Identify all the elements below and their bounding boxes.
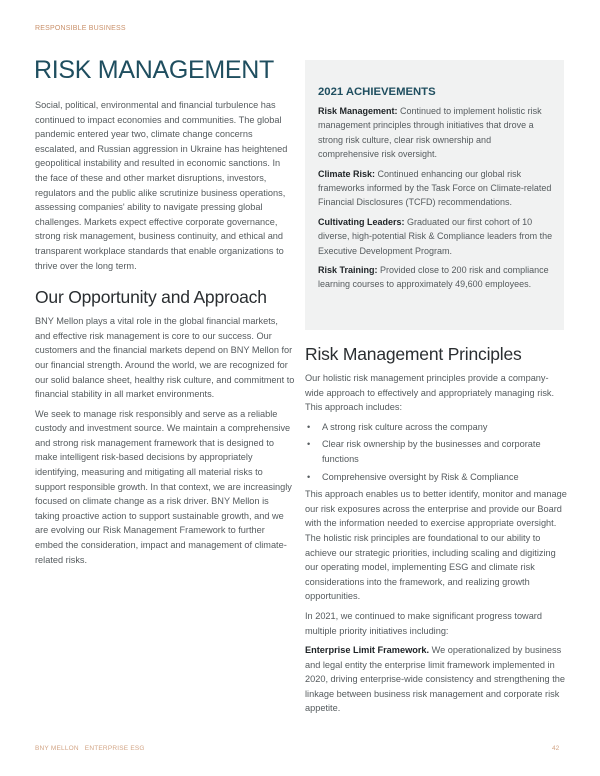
achievement-label: Climate Risk: (318, 168, 376, 179)
achievement-text: Provided close to 200 risk and compliance learning courses to approximately 49,600 employees. (318, 265, 549, 290)
principles-paragraph-2: This approach enables us to better identify, monitor and manage our risk exposures across the enterprise and provide our Board with the information needed to exercise appropriate oversight. The holistic risk principles are foundational to our ability to achieve our strategic priorities, including scaling and digitizing our operating model, implementing ESG and climate risk considerations into the framework, and realizing growth opportunities. (305, 489, 567, 602)
footer-brand (35, 745, 145, 752)
right-column (305, 60, 567, 721)
achievement-text: Graduated our first cohort of 10 diverse, high-potential Risk & Compliance leaders from the Executive Development Program. (318, 216, 553, 256)
initiative-label: Enterprise Limit Framework. (305, 645, 430, 656)
list-item: • A strong risk culture across the company (305, 420, 567, 435)
initiative-text: We operationalized by business and legal entity the enterprise limit framework implemented in 2020, driving enterprise-wide consistency and strengthening the linkage between business risk management and corporate risk appetite. (305, 645, 565, 714)
page-number: 42 (552, 745, 560, 752)
achievement-label: Risk Training: (318, 265, 378, 276)
page-title: RISK MANAGEMENT (34, 56, 274, 84)
list-item: • Comprehensive oversight by Risk & Compliance (305, 470, 567, 485)
achievement-item (318, 104, 554, 162)
principles-heading: Risk Management Principles (305, 344, 522, 364)
footer-company: BNY MELLON (35, 745, 79, 752)
achievement-item (318, 263, 554, 292)
achievement-text: Continued enhancing our global risk frameworks informed by the Task Force on Climate-related Financial Disclosures (TCFD) recommendations. (318, 168, 552, 208)
principles-paragraph-3: In 2021, we continued to make significant progress toward multiple priority initiatives including: (305, 610, 542, 636)
achievements-box (305, 60, 564, 330)
left-column (35, 98, 295, 572)
opportunity-paragraph-1: BNY Mellon plays a vital role in the global financial markets, and effective risk management is core to our success. Our customers and the financial markets depend on BNY Mellon for our financial strength. Around the world, we are recognized for our solid balance sheet, healthy risk culture, and commitment to financial stability in all market environments. (35, 316, 295, 400)
achievements-title: 2021 ACHIEVEMENTS (318, 86, 436, 98)
achievement-label: Cultivating Leaders: (318, 216, 405, 227)
list-item: • Clear risk ownership by the businesses and corporate functions (305, 437, 567, 466)
opportunity-heading: Our Opportunity and Approach (35, 287, 267, 308)
principles-list (305, 420, 567, 484)
initiative-paragraph (305, 643, 567, 716)
section-eyebrow: RESPONSIBLE BUSINESS (35, 25, 126, 32)
opportunity-paragraph-2: We seek to manage risk responsibly and serve as a reliable custody and investment source. We maintain a comprehensive and strong risk management framework that is designed to make intelligent risk-based decisions by appropriately identifying, measuring and mitigating all material risks to support responsible growth. In that context, we are increasingly focused on climate change as a risk driver. BNY Mellon is taking proactive action to support sustainable growth, and we are evolving our Risk Management Framework to further embed the consideration, impact and management of climate-related risks. (35, 408, 292, 565)
achievement-item (318, 167, 554, 210)
footer-report-name: ENTERPRISE ESG (84, 745, 145, 752)
achievement-text: Continued to implement holistic risk management principles through initiatives that drove a strong risk culture, clear risk ownership and comprehensive risk oversight. (318, 106, 542, 160)
achievement-label: Risk Management: (318, 106, 398, 116)
achievement-item (318, 215, 554, 258)
principles-intro: Our holistic risk management principles provide a company-wide approach to effectively and appropriately managing risk. This approach includes: (305, 373, 555, 413)
intro-paragraph: Social, political, environmental and financial turbulence has continued to impact economies and communities. The global pandemic entered year two, climate change concerns escalated, and Russian aggression in Ukraine has heightened geopolitical instability and resulted in economic sanctions. In the face of these and other market disruptions, investors, regulators and the public alike scrutinize business operations, assessing companies' ability to navigate pressing global challenges. Markets expect effective corporate governance, strong risk management, business continuity, and ethical and transparent workplace standards that enable organizations to thrive over the long term. (35, 100, 288, 271)
